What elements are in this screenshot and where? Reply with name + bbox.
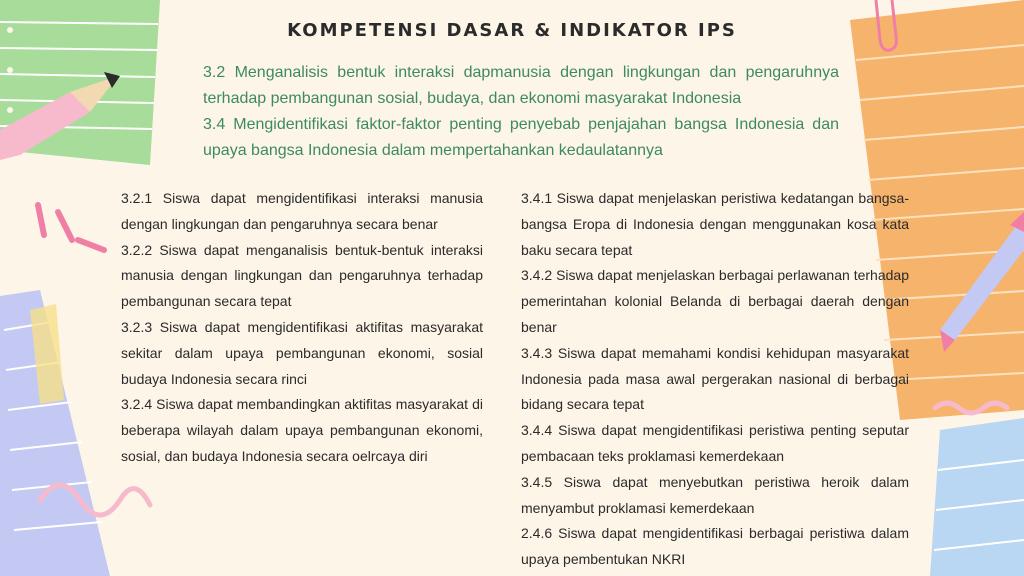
indicator-item: 3.2.2 Siswa dapat menganalisis bentuk-bentuk interaksi manusia dengan lingkungan dan pengaruhnya terhadap pembangunan secara tepat [121,241,483,310]
indicator-item: 3.4.3 Siswa dapat memahami kondisi kehidupan masyarakat Indonesia pada masa awal pergerakan nasional di berbagai bidang secara tepat [521,344,909,413]
indicators-right-column [521,186,909,573]
purple-paper-sheet [0,290,110,576]
indicator-item: 3.4.4 Siswa dapat mengidentifikasi peristiwa penting seputar pembacaan teks proklamasi kemerdekaan [521,422,909,464]
slide-title: KOMPETENSI DASAR & INDIKATOR IPS [287,20,737,41]
indicator-item: 3.4.5 Siswa dapat menyebutkan peristiwa heroik dalam menyambut proklamasi kemerdekaan [521,473,909,516]
indicator-item: 3.2.1 Siswa dapat mengidentifikasi interaksi manusia dengan lingkungan dan pengaruhnya secara benar [121,190,483,232]
indicator-item: 3.4.2 Siswa dapat menjelaskan berbagai perlawanan terhadap pemerintahan kolonial Belanda di berbagai daerah dengan benar [521,267,909,335]
indicator-item: 3.2.3 Siswa dapat mengidentifikasi aktifitas masyarakat sekitar dalam upaya pembangunan ekonomi, sosial budaya Indonesia secara rinci [121,318,483,387]
pink-strokes-icon [38,205,104,250]
indicator-item: 2.4.6 Siswa dapat mengidentifikasi berbagai peristiwa dalam upaya pembentukan NKRI [521,525,909,568]
indicator-item: 3.4.1 Siswa dapat menjelaskan peristiwa kedatangan bangsa-bangsa Eropa di Indonesia dengan menggunakan kosa kata baku secara tepat [521,190,909,258]
blue-paper-sheet [930,418,1024,576]
kd-item: 3.2 Menganalisis bentuk interaksi dapmanusia dengan lingkungan dan pengaruhnya terhadap pembangunan sosial, budaya, dan ekonomi masyarakat Indonesia [203,64,839,107]
kd-item: 3.4 Mengidentifikasi faktor-faktor penting penyebab penjajahan bangsa Indonesia dan upaya bangsa Indonesia dalam mempertahankan kedaulatannya [203,116,839,159]
kompetensi-dasar [203,60,839,164]
indicator-item: 3.2.4 Siswa dapat membandingkan aktifitas masyarakat di beberapa wilayah dalam upaya pembangunan ekonomi, sosial, dan budaya Indonesia secara oelrcaya diri [121,396,483,464]
indicators-left-column [121,186,483,470]
